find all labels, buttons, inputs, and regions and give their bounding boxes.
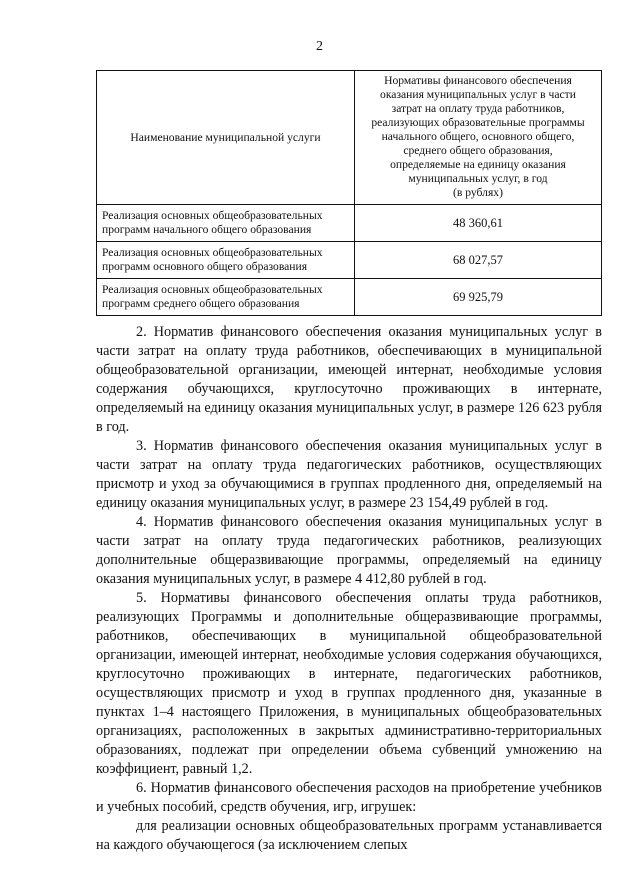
value-cell: 48 360,61: [355, 205, 602, 242]
header-norm-line: реализующих образовательные программы: [371, 116, 585, 129]
paragraph-3: 3. Норматив финансового обеспечения оказания муниципальных услуг в части затрат на оплату труда педагогических работников, осуществляющих присмотр и уход за обучающимися в группах продленного дня, определяемый на единицу оказания муниципальных услуг, в размере 23 154,49 рублей в год.: [96, 438, 602, 511]
paragraph-6-continuation: для реализации основных общеобразовательных программ устанавливается на каждого обучающегося (за исключением слепых: [96, 818, 602, 853]
document-body: [96, 323, 602, 855]
page-number: 2: [316, 39, 323, 54]
paragraph-2: 2. Норматив финансового обеспечения оказания муниципальных услуг в части затрат на оплату труда работников, обеспечивающих в муниципальной общеобразовательной организации, имеющей интернат, необходимые условия содержания обучающихся, круглосуточно проживающих в интернате, определяемый на единицу оказания муниципальных услуг, в размере 126 623 рубля в год.: [96, 324, 602, 435]
paragraph-5: 5. Нормативы финансового обеспечения оплаты труда работников, реализующих Программы и дополнительные общеразвивающие программы, работников, обеспечивающих в муниципальной общеобразовательной организации, имеющей интернат, необходимые условия содержания обучающихся, круглосуточно проживающих в интернате, педагогических работников, осуществляющих присмотр и уход в группах продленного дня, указанные в пунктах 1–4 настоящего Приложения, в муниципальных общеобразовательных организациях, расположенных в закрытых административно-территориальных образованиях, подлежат при определении объема субвенций умножению на коэффициент, равный 1,2.: [96, 590, 602, 777]
header-norm-line: среднего общего образования,: [403, 144, 553, 157]
header-service-name: Наименование муниципальной услуги: [97, 71, 355, 205]
table-row: [97, 205, 602, 242]
value-cell: 68 027,57: [355, 242, 602, 279]
service-cell: Реализация основных общеобразовательных программ среднего общего образования: [97, 279, 355, 316]
paragraph-6: 6. Норматив финансового обеспечения расходов на приобретение учебников и учебных пособий, средств обучения, игр, игрушек:: [96, 780, 602, 815]
header-norm-line: затрат на оплату труда работников,: [391, 102, 565, 115]
header-norm-line: начального общего, основного общего,: [381, 130, 575, 143]
service-cell: Реализация основных общеобразовательных программ основного общего образования: [97, 242, 355, 279]
header-norm: [355, 71, 602, 205]
service-cell: Реализация основных общеобразовательных программ начального общего образования: [97, 205, 355, 242]
table-row: [97, 279, 602, 316]
header-norm-line: определяемые на единицу оказания: [390, 158, 566, 171]
header-norm-line: муниципальных услуг, в год: [408, 172, 548, 185]
value-cell: 69 925,79: [355, 279, 602, 316]
paragraph-4: 4. Норматив финансового обеспечения оказания муниципальных услуг в части затрат на оплату труда педагогических работников, реализующих дополнительные общеразвивающие программы, определяемый на единицу оказания муниципальных услуг, в размере 4 412,80 рублей в год.: [96, 514, 602, 587]
header-norm-line: оказания муниципальных услуг в части: [380, 88, 576, 101]
header-norm-line: Нормативы финансового обеспечения: [384, 74, 572, 87]
table-row: [97, 242, 602, 279]
table-header-row: [97, 71, 602, 205]
header-norm-line: (в рублях): [453, 186, 503, 199]
norms-table: [96, 70, 602, 316]
